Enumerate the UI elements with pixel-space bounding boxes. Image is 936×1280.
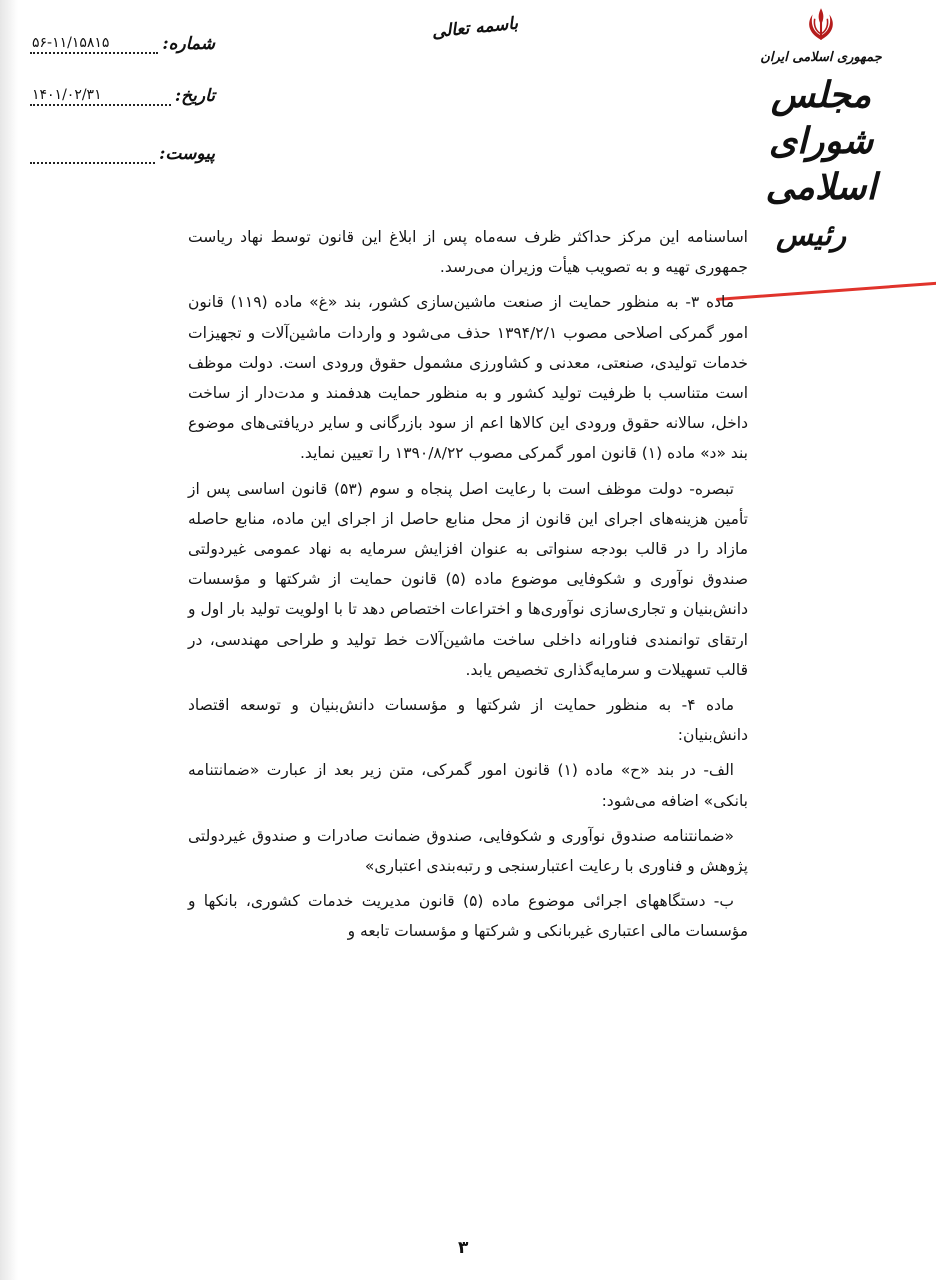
office-title: رئیس: [776, 218, 847, 253]
page-edge-shadow: [0, 0, 18, 1280]
letter-body: [188, 222, 748, 952]
paragraph-clause-be: ب- دستگاههای اجرائی موضوع ماده (۵) قانون مدیریت خدمات کشوری، بانکها و مؤسسات مالی اعتباری غیربانکی و شرکتها و مؤسسات تابعه و: [188, 892, 748, 941]
attachment-field: [30, 144, 215, 164]
red-pen-mark: [716, 281, 936, 301]
letter-number-field: [30, 34, 215, 54]
page-number: ۳: [458, 1238, 469, 1258]
paragraph-note: تبصره- دولت موظف است با رعایت اصل پنجاه و سوم (۵۳) قانون اساسی پس از تأمین هزینه‌های اجرای این قانون از محل منابع حاصل از اجرای این ماده، منابع حاصله مازاد را در قالب بودجه سنواتی به عنوان افزایش سرمایه به نهاد عمومی غیردولتی صندوق نوآوری و شکوفایی موضوع ماده (۵) قانون حمایت از شرکتها و مؤسسات دانش‌بنیان و تجاری‌سازی نوآوری‌ها و اختراعات اختصاص دهد تا با اولویت تولید بار اول و ارتقای توانمندی فناورانه داخلی ساخت ماشین‌آلات خط تولید و طراحی مهندسی، در قالب تسهیلات و سرمایه‌گذاری تخصیص یابد.: [188, 479, 748, 679]
letter-date-field: [30, 86, 215, 106]
letter-number-label: شماره:: [162, 34, 215, 54]
paragraph-quote: «ضمانتنامه صندوق نوآوری و شکوفایی، صندوق ضمانت صادرات و صندوق غیردولتی پژوهش و فناوری با رعایت اعتبارسنجی و رتبه‌بندی اعتباری»: [188, 826, 748, 876]
paragraph-article-3: ماده ۳- به منظور حمایت از صنعت ماشین‌سازی کشور، بند «غ» ماده (۱۱۹) قانون امور گمرکی اصلاحی مصوب ۱۳۹۴/۲/۱ حذف می‌شود و واردات ماشین‌آلات و تجهیزات خدمات تولیدی، صنعتی، معدنی و کشاورزی مشمول حقوق ورودی است. دولت موظف است متناسب با ظرفیت تولید کشور و به منظور حمایت هدفمند و مدت‌دار از ساخت داخل، سالانه حقوق ورودی این کالاها اعم از سود بازرگانی و سایر دریافتی‌های موضوع بند «د» ماده (۱) قانون امور گمرکی مصوب ۱۳۹۰/۸/۲۲ را تعیین نماید.: [188, 293, 748, 463]
letter-date-label: تاریخ:: [174, 86, 215, 106]
paragraph-clause-alef: الف- در بند «ح» ماده (۱) قانون امور گمرکی، متن زیر بعد از عبارت «ضمانتنامه بانکی» اضافه می‌شود:: [188, 761, 748, 810]
letter-date-value: ۱۴۰۱/۰۲/۳۱: [30, 86, 171, 106]
attachment-label: پیوست:: [159, 144, 215, 164]
paragraph-article-4: ماده ۴- به منظور حمایت از شرکتها و مؤسسات دانش‌بنیان و توسعه اقتصاد دانش‌بنیان:: [188, 696, 748, 745]
iran-emblem-icon: [800, 4, 842, 46]
attachment-value: [30, 144, 155, 164]
parliament-name: مجلس شورای اسلامی: [765, 74, 877, 208]
republic-name: جمهوری اسلامی ایران: [760, 50, 882, 65]
letter-number-value: ۵۶-۱۱/۱۵۸۱۵: [30, 34, 158, 54]
paragraph-charter: اساسنامه این مرکز حداکثر ظرف سه‌ماه پس از ابلاغ این قانون توسط نهاد ریاست جمهوری تهیه و به تصویب هیأت وزیران می‌رسد.: [188, 228, 748, 277]
letterhead: [736, 0, 906, 253]
basmala: باسمه تعالی: [430, 13, 520, 43]
